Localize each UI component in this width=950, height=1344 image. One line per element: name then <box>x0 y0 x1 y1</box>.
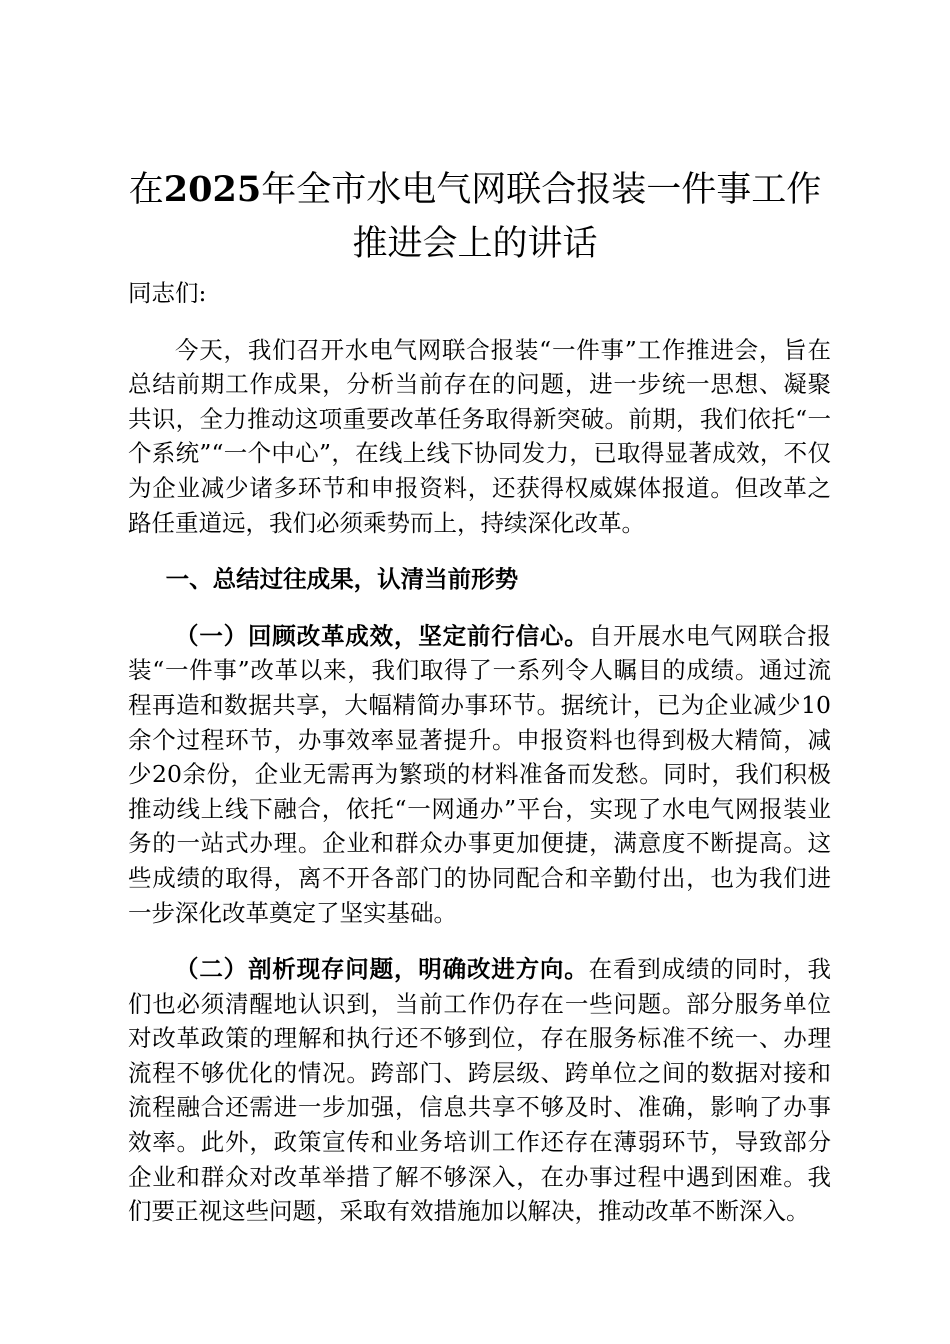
subsection-lead-2: （二）剖析现存问题，明确改进方向。 <box>175 955 589 984</box>
document-title <box>100 163 850 271</box>
title-prefix: 在 <box>128 170 164 210</box>
title-rest: 年全市水电气网联合报装一件事工作 <box>261 170 822 210</box>
subsection-lead-1: （一）回顾改革成效，坚定前行信心。 <box>175 621 589 650</box>
subsection-paragraph-1 <box>128 619 831 930</box>
subsection-text-1: 自开展水电气网联合报装“一件事”改革以来，我们取得了一系列令人瞩目的成绩。通过流程再造和数据共享，大幅精简办事环节。据统计，已为企业减少10余个过程环节，办事效率显著提升。申报资料也得到极大精简，减少20余份，企业无需再为繁琐的材料准备而发愁。同时，我们积极推动线上线下融合，依托“一网通办”平台，实现了水电气网报装业务的一站式办理。企业和群众办事更加便捷，满意度不断提高。这些成绩的取得，离不开各部门的协同配合和辛勤付出，也为我们进一步深化改革奠定了坚实基础。 <box>128 621 832 927</box>
document-body <box>128 276 831 1251</box>
subsection-paragraph-2 <box>128 952 831 1229</box>
subsection-text-2: 在看到成绩的同时，我们也必须清醒地认识到，当前工作仍存在一些问题。部分服务单位对改革政策的理解和执行还不够到位，存在服务标准不统一、办理流程不够优化的情况。跨部门、跨层级、跨单位之间的数据对接和流程融合还需进一步加强，信息共享不够及时、准确，影响了办事效率。此外，政策宣传和业务培训工作还存在薄弱环节，导致部分企业和群众对改革举措了解不够深入，在办事过程中遇到困难。我们要正视这些问题，采取有效措施加以解决，推动改革不断深入。 <box>128 955 832 1226</box>
title-year: 2025 <box>163 169 262 210</box>
greeting: 同志们: <box>128 279 207 307</box>
intro-paragraph: 今天，我们召开水电气网联合报装“一件事”工作推进会，旨在总结前期工作成果，分析当前存在的问题，进一步统一思想、凝聚共识，全力推动这项重要改革任务取得新突破。前期，我们依托“一个系统”“一个中心”，在线上线下协同发力，已取得显著成效，不仅为企业减少诸多环节和申报资料，还获得权威媒体报道。但改革之路任重道远，我们必须乘势而上，持续深化改革。 <box>128 335 831 537</box>
section-heading-1: 一、总结过往成果，认清当前形势 <box>165 565 519 594</box>
title-line2: 推进会上的讲话 <box>352 224 598 264</box>
